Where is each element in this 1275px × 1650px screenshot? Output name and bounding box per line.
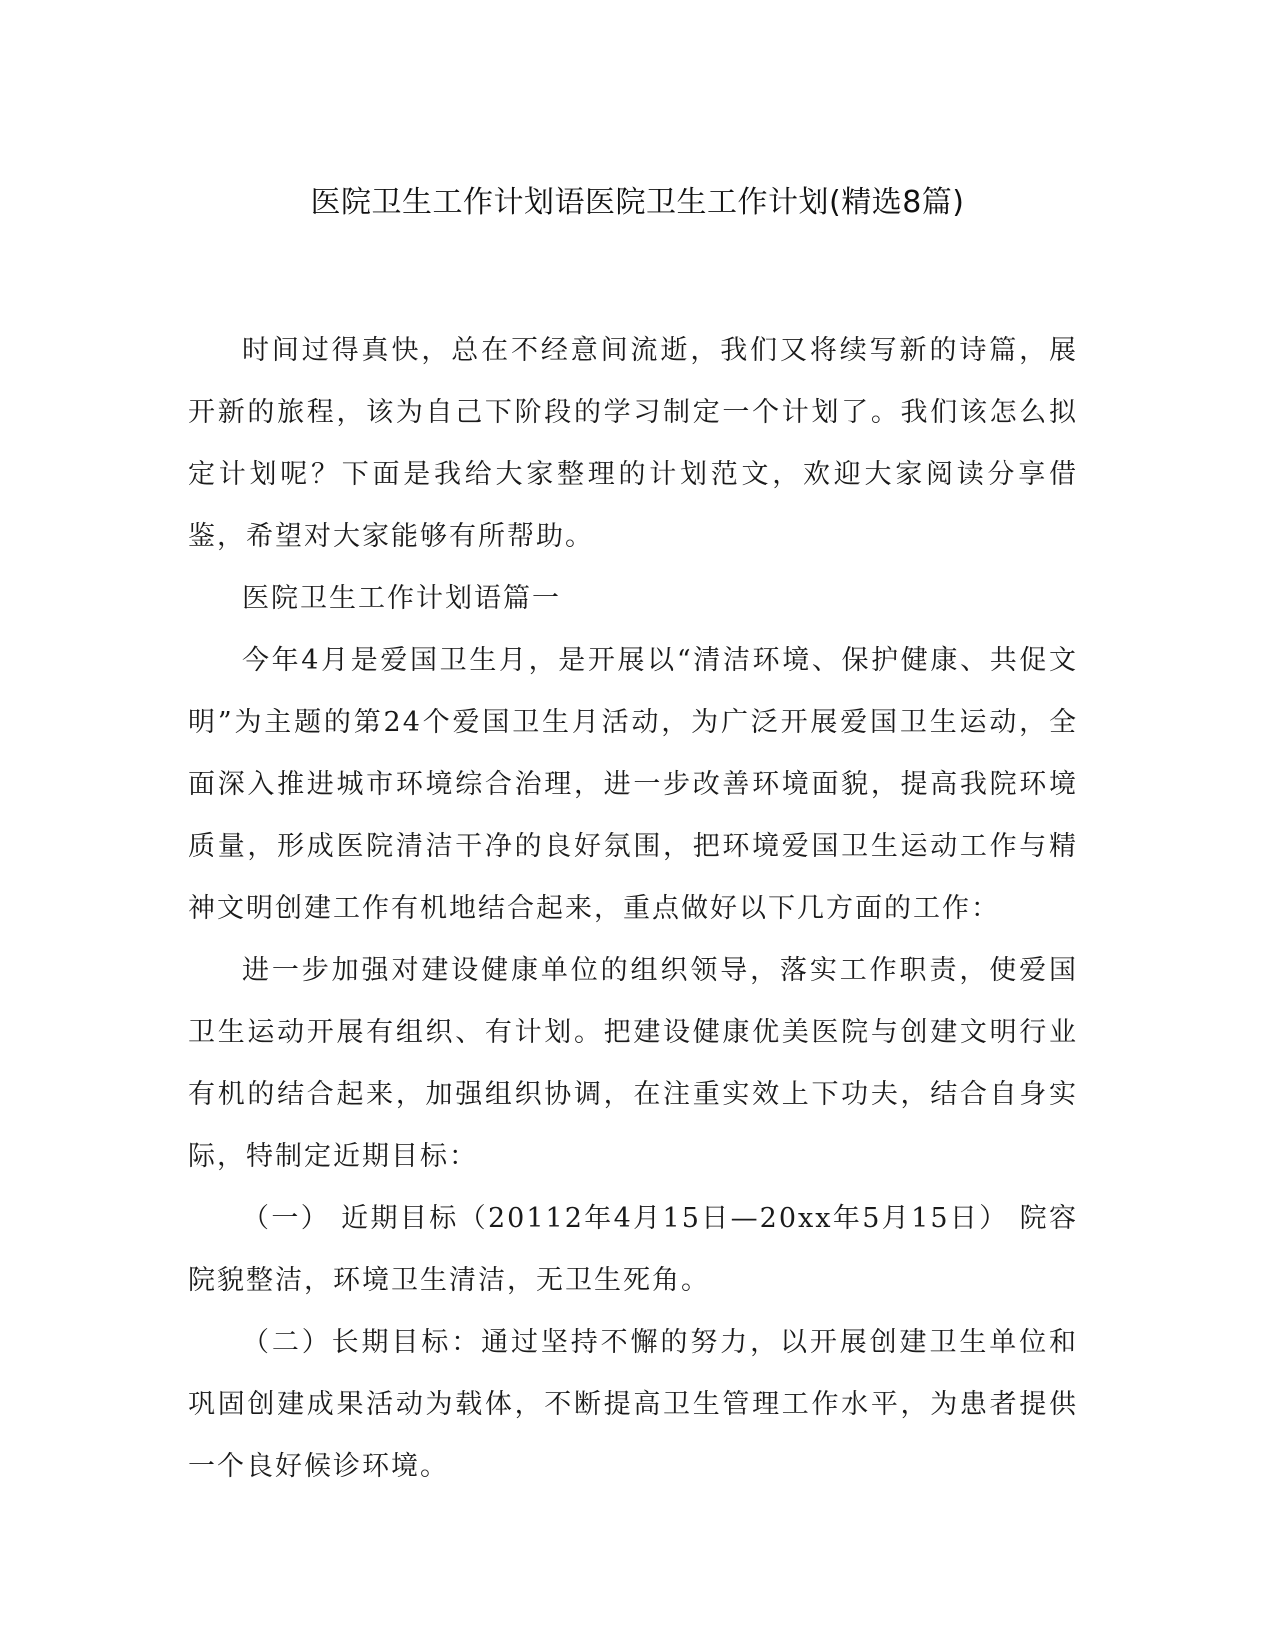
paragraph: 今年4月是爱国卫生月，是开展以“清洁环境、保护健康、共促文明”为主题的第24个爱国卫生月活动，为广泛开展爱国卫生运动，全面深入推进城市环境综合治理，进一步改善环境面貌，提高我院环境质量，形成医院清洁干净的良好氛围，把环境爱国卫生运动工作与精神文明创建工作有机地结合起来，重点做好以下几方面的工作： <box>188 645 1078 924</box>
paragraph: 进一步加强对建设健康单位的组织领导，落实工作职责，使爱国卫生运动开展有组织、有计划。把建设健康优美医院与创建文明行业有机的结合起来，加强组织协调，在注重实效上下功夫，结合自身实际，特制定近期目标： <box>188 955 1078 1172</box>
document-title: 医院卫生工作计划语医院卫生工作计划(精选8篇) <box>310 185 965 220</box>
long-term-goal-paragraph: （二）长期目标：通过坚持不懈的努力，以开展创建卫生单位和巩固创建成果活动为载体，不断提高卫生管理工作水平，为患者提供一个良好候诊环境。 <box>188 1327 1078 1482</box>
short-term-goal-paragraph: （一） 近期目标（20112年4月15日—20xx年5月15日） 院容院貌整洁，环境卫生清洁，无卫生死角。 <box>188 1203 1078 1296</box>
intro-paragraph: 时间过得真快，总在不经意间流逝，我们又将续写新的诗篇，展开新的旅程，该为自己下阶段的学习制定一个计划了。我们该怎么拟定计划呢？下面是我给大家整理的计划范文，欢迎大家阅读分享借鉴，希望对大家能够有所帮助。 <box>188 335 1078 552</box>
section-heading-1: 医院卫生工作计划语篇一 <box>242 583 561 614</box>
document-body <box>188 320 1078 1498</box>
